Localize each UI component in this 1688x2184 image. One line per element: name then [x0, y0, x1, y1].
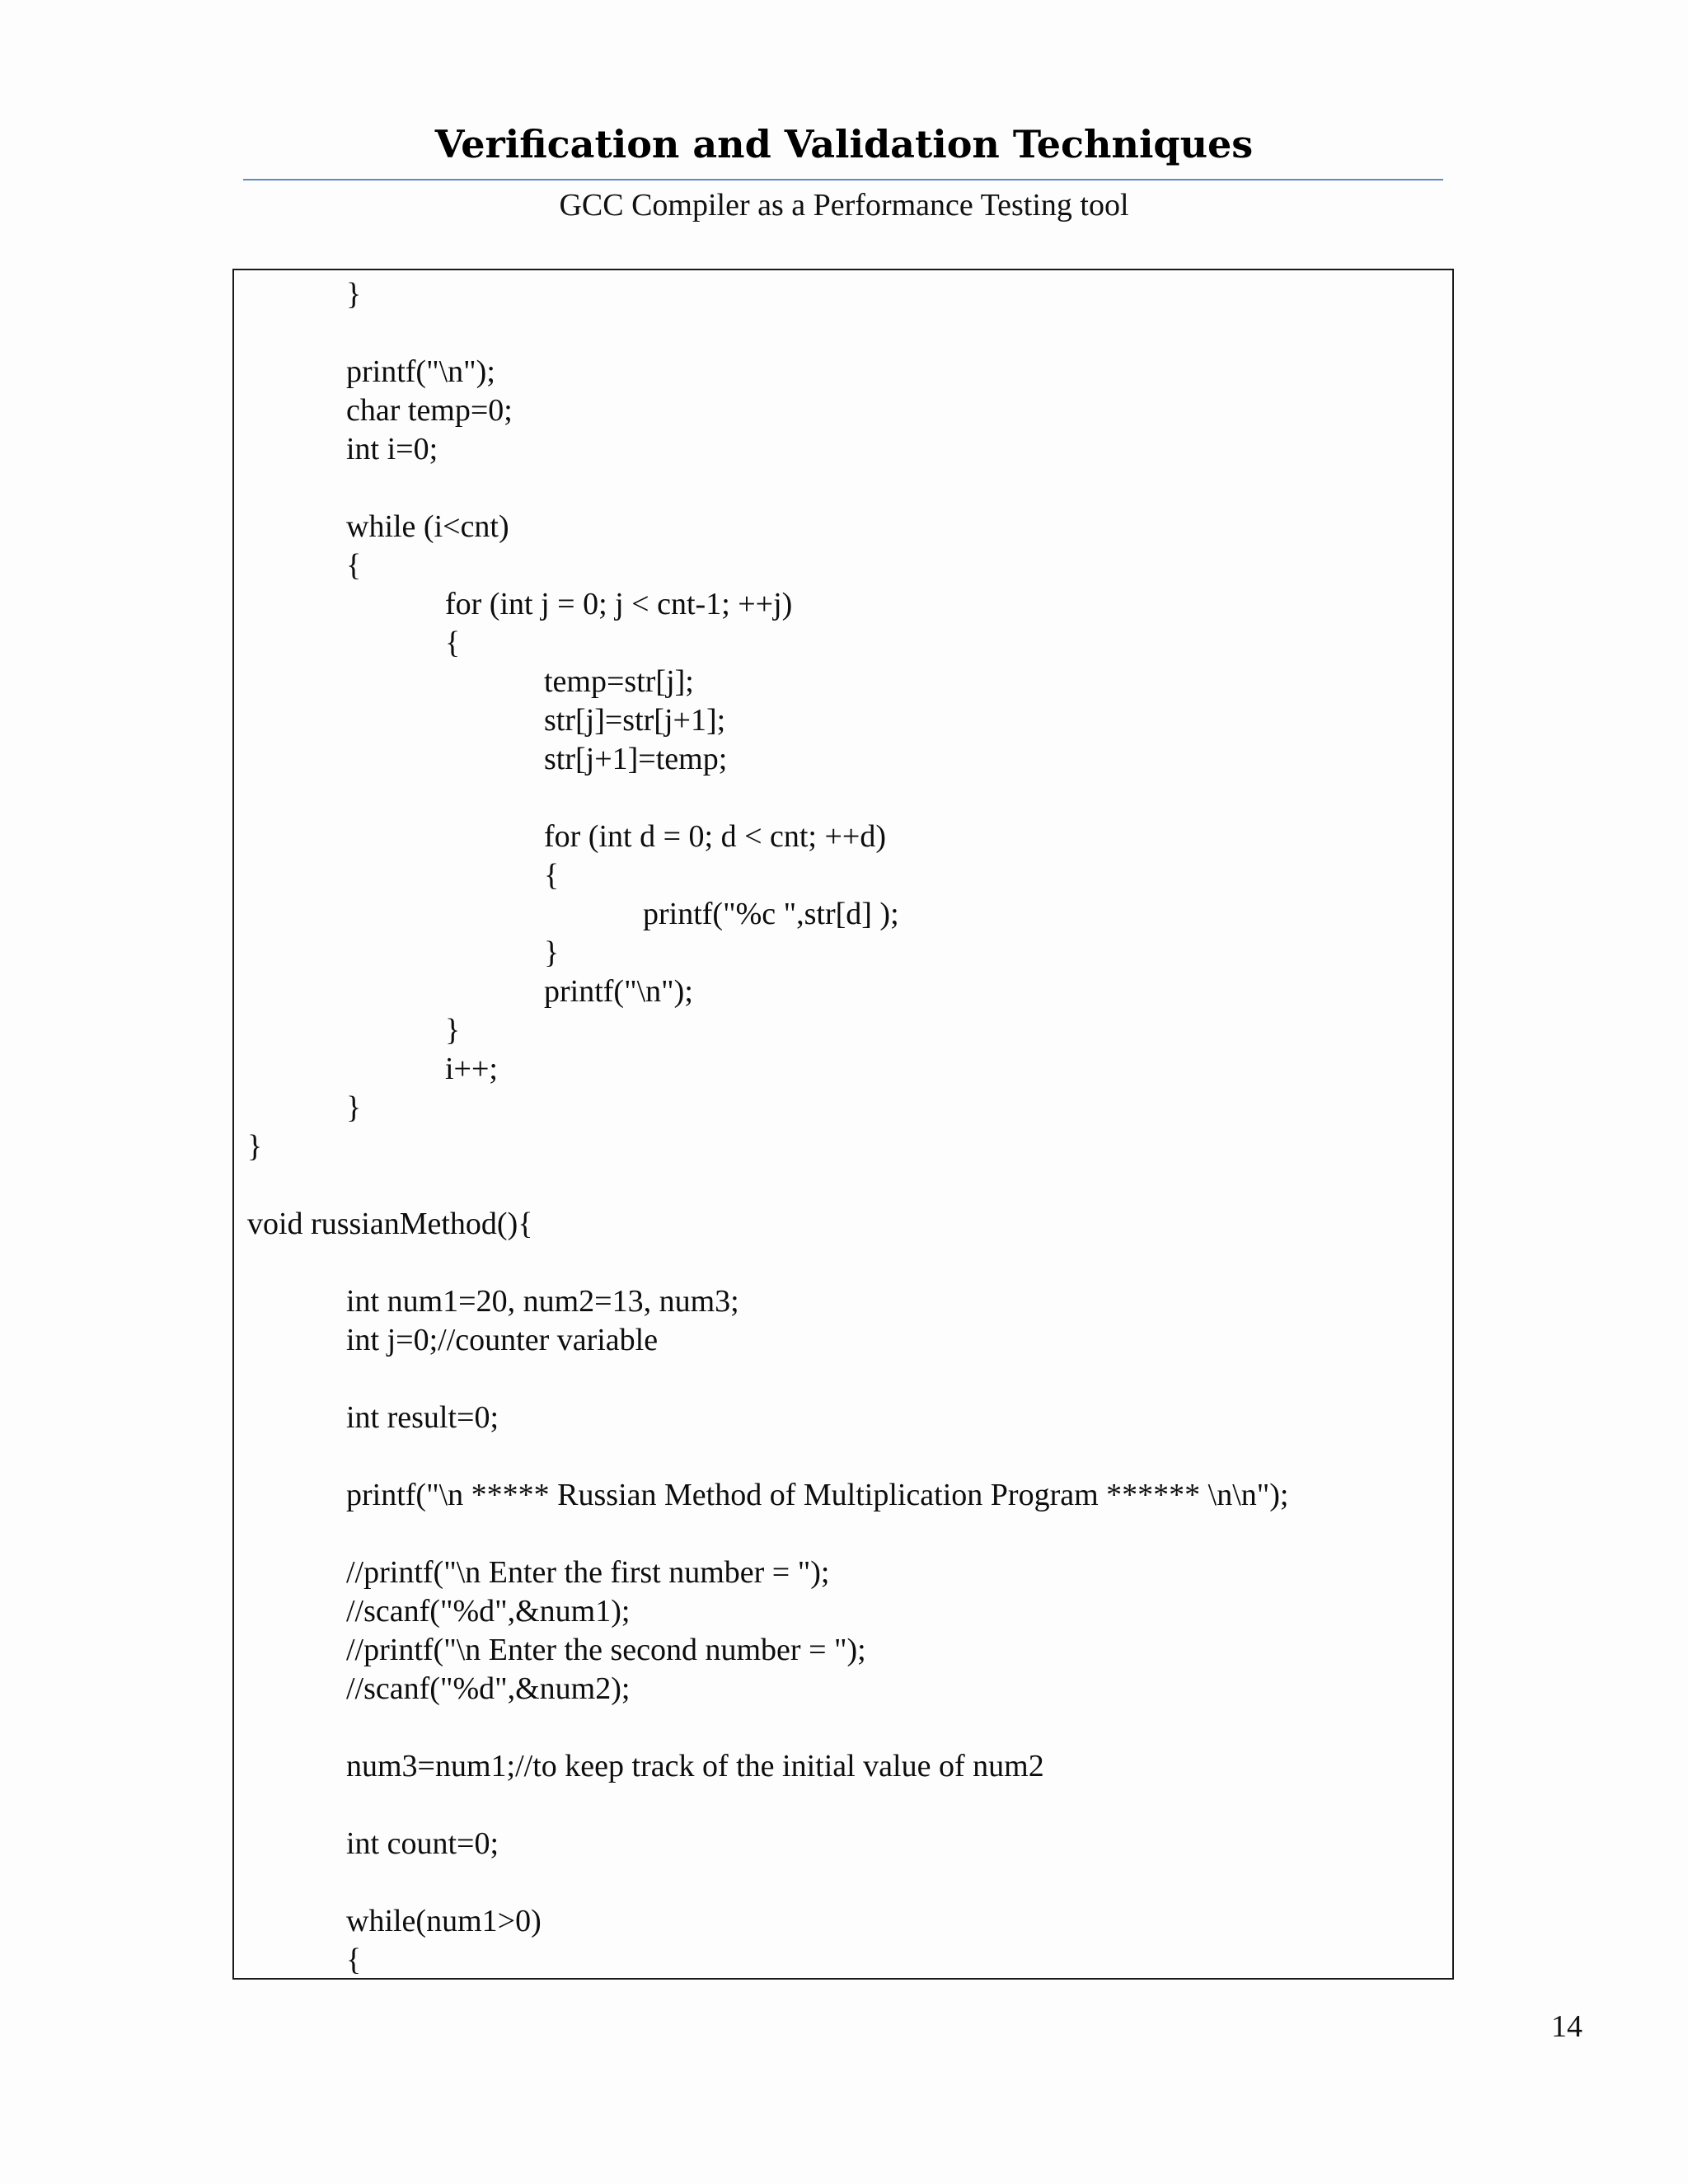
code-line: {	[346, 1943, 362, 1977]
code-line: while(num1>0)	[346, 1904, 542, 1938]
code-line: printf("\n ***** Russian Method of Multiplication Program ****** \n\n");	[346, 1478, 1289, 1512]
code-line: void russianMethod(){	[247, 1207, 533, 1241]
code-line: //scanf("%d",&num2);	[346, 1671, 631, 1706]
code-line: num3=num1;//to keep track of the initial value of num2	[346, 1749, 1044, 1783]
code-line: for (int d = 0; d < cnt; ++d)	[544, 819, 886, 854]
code-line: {	[346, 548, 362, 583]
title-divider	[243, 179, 1443, 180]
code-line: }	[247, 1129, 263, 1164]
code-line: //printf("\n Enter the first number = ");	[346, 1555, 830, 1590]
code-line: printf("%c ",str[d] );	[643, 897, 899, 931]
code-line: char temp=0;	[346, 393, 513, 428]
code-line: }	[346, 1090, 362, 1125]
page-number: 14	[1551, 2009, 1582, 2044]
code-line: int num1=20, num2=13, num3;	[346, 1284, 739, 1319]
code-line: i++;	[445, 1052, 498, 1086]
code-line: str[j]=str[j+1];	[544, 703, 726, 738]
code-line: int j=0;//counter variable	[346, 1323, 659, 1357]
code-line: int result=0;	[346, 1400, 499, 1435]
page-title: Verification and Validation Techniques	[434, 122, 1254, 166]
code-line: str[j+1]=temp;	[544, 742, 728, 776]
code-line: temp=str[j];	[544, 664, 694, 699]
code-listing-box	[232, 269, 1454, 1980]
page-subtitle: GCC Compiler as a Performance Testing tool	[559, 188, 1129, 223]
code-line: //printf("\n Enter the second number = ");	[346, 1633, 866, 1667]
code-line: printf("\n");	[544, 974, 693, 1009]
code-line: }	[445, 1013, 461, 1047]
code-line: {	[445, 626, 461, 660]
code-line: for (int j = 0; j < cnt-1; ++j)	[445, 587, 793, 621]
code-line: }	[346, 277, 362, 312]
code-line: int count=0;	[346, 1826, 499, 1861]
code-line: int i=0;	[346, 432, 438, 466]
code-line: while (i<cnt)	[346, 509, 509, 544]
code-line: }	[544, 935, 560, 970]
code-line: //scanf("%d",&num1);	[346, 1594, 631, 1629]
code-line: printf("\n");	[346, 354, 495, 389]
code-line: {	[544, 858, 560, 893]
